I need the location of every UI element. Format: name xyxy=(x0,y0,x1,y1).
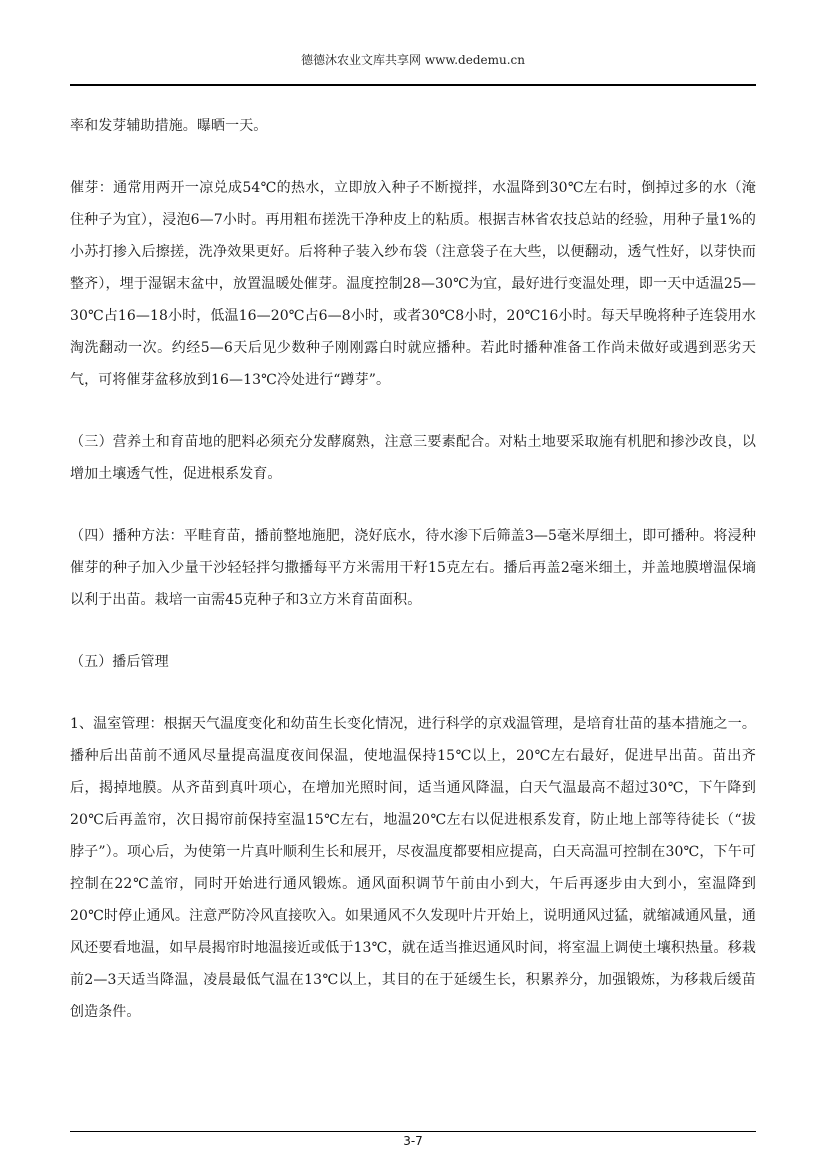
paragraph-greenhouse-management: 1、温室管理：根据天气温度变化和幼苗生长变化情况，进行科学的京戏温管理，是培育壮苗的基本措施之一。播种后出苗前不通风尽量提高温度夜间保温，使地温保持15℃以上，20℃左右最好，促进早出苗。苗出齐后，揭掉地膜。从齐苗到真叶项心，在增加光照时间，适当通风降温，白天气温最高不超过30℃，下午降到20℃后再盖帘，次日揭帘前保持室温15℃左右，地温20℃左右以促进根系发育，防止地上部等待徒长（“拔脖子”）。项心后，为使第一片真叶顺利生长和展开，尽夜温度都要相应提高，白天高温可控制在30℃，下午可控制在22℃盖帘，同时开始进行通风锻炼。通风面积调节午前由小到大，午后再逐步由大到小，室温降到20℃时停止通风。注意严防冷风直接吹入。如果通风不久发现叶片开始上，说明通风过猛，就缩减通风量，通风还要看地温，如早晨揭帘时地温接近或低于13℃，就在适当推迟通风时间，将室温上调使土壤积热量。移栽前2—3天适当降温，凌晨最低气温在13℃以上，其目的在于延缓生长，积累养分，加强锻炼，为移栽后缓苗创造条件。 xyxy=(70,716,756,1020)
paragraph-germination: 催芽：通常用两开一凉兑成54℃的热水，立即放入种子不断搅拌，水温降到30℃左右时，倒掉过多的水（淹住种子为宜），浸泡6—7小时。再用粗布搓洗干净种皮上的粘质。根据吉林省农技总站的经验，用种子量1%的小苏打掺入后擦搓，洗净效果更好。后将种子装入纱布袋（注意袋子在大些，以便翻动，透气性好，以芽快而整齐），埋于湿锯末盆中，放置温暖处催芽。温度控制28—30℃为宜，最好进行变温处理，即一天中适温25—30℃占16—18小时，低温16—20℃占6—8小时，或者30℃8小时，20℃16小时。每天早晚将种子连袋用水淘洗翻动一次。约经5—6天后见少数种子刚刚露白时就应播种。若此时播种准备工作尚未做好或遇到恶劣天气，可将催芽盆移放到16—13℃冷处进行“蹲芽”。 xyxy=(70,180,756,388)
paragraph-exposure: 率和发芽辅助措施。曝晒一天。 xyxy=(70,118,268,134)
document-body xyxy=(70,110,756,1028)
page-header: 德德沐农业文库共享网 www.dedemu.cn xyxy=(301,53,525,67)
paragraph-nutrient-soil: （三）营养土和育苗地的肥料必须充分发酵腐熟，注意三要素配合。对粘土地要采取施有机肥和掺沙改良，以增加土壤透气性，促进根系发育。 xyxy=(70,434,756,482)
page-number: 3-7 xyxy=(403,1134,423,1148)
section-heading-post-sowing: （五）播后管理 xyxy=(70,654,169,670)
paragraph-sowing-method: （四）播种方法：平畦育苗，播前整地施肥，浇好底水，待水渗下后筛盖3—5毫米厚细土，即可播种。将浸种催芽的种子加入少量干沙轻轻拌匀撒播每平方米需用干籽15克左右。播后再盖2毫米细土，并盖地膜增温保墒以利于出苗。栽培一亩需45克种子和3立方米育苗面积。 xyxy=(70,528,756,608)
header-divider xyxy=(70,84,756,86)
footer-divider xyxy=(70,1131,756,1132)
